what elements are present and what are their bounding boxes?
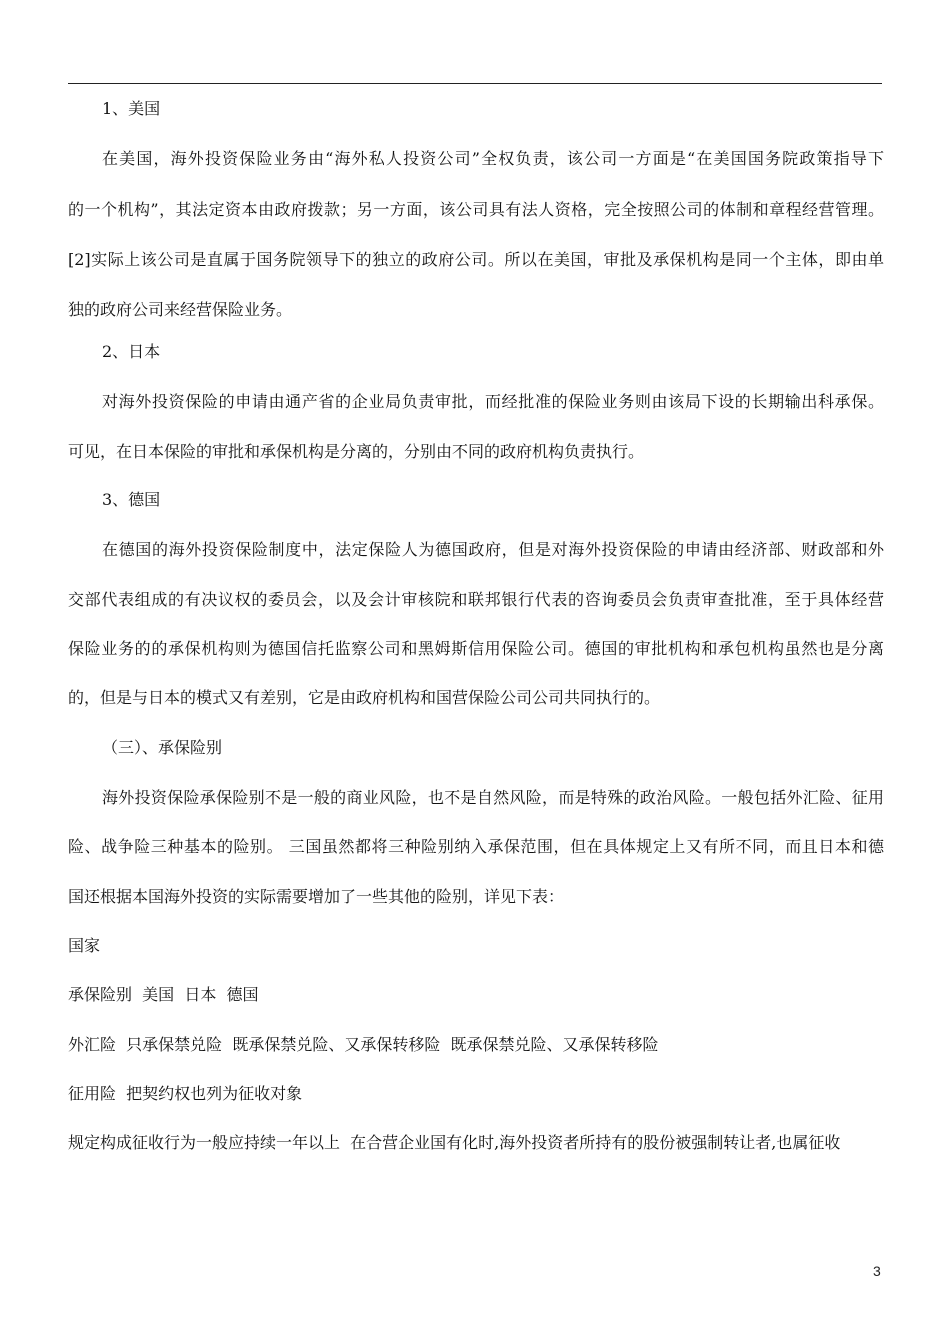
paragraph-usa-line-4: 独的政府公司来经营保险业务。 — [68, 300, 293, 319]
table-line-expropriation-rule: 规定构成征收行为一般应持续一年以上 在合营企业国有化时,海外投资者所持有的股份被强制转让者,也属征收 — [68, 1133, 841, 1152]
heading-germany: 3、德国 — [102, 490, 161, 509]
paragraph-germany-line-3: 保险业务的的承保机构则为德国信托监察公司和黑姆斯信用保险公司。德国的审批机构和承包机构虽然也是分离 — [68, 639, 884, 658]
paragraph-usa-line-1: 在美国，海外投资保险业务由“海外私人投资公司”全权负责，该公司一方面是“在美国国务院政策指导下 — [102, 149, 884, 168]
table-line-exchange-risk: 外汇险 只承保禁兑险 既承保禁兑险、又承保转移险 既承保禁兑险、又承保转移险 — [68, 1035, 659, 1054]
paragraph-usa-line-3: [2]实际上该公司是直属于国务院领导下的独立的政府公司。所以在美国，审批及承保机构是同一个主体，即由单 — [68, 250, 884, 269]
paragraph-coverage-line-1: 海外投资保险承保险别不是一般的商业风险，也不是自然风险，而是特殊的政治风险。一般包括外汇险、征用 — [102, 788, 884, 807]
paragraph-germany-line-1: 在德国的海外投资保险制度中，法定保险人为德国政府，但是对海外投资保险的申请由经济部、财政部和外 — [102, 540, 884, 559]
paragraph-japan-line-1: 对海外投资保险的申请由通产省的企业局负责审批，而经批准的保险业务则由该局下设的长期输出科承保。 — [102, 392, 884, 411]
paragraph-japan-line-2: 可见，在日本保险的审批和承保机构是分离的，分别由不同的政府机构负责执行。 — [68, 442, 645, 461]
paragraph-coverage-line-3: 国还根据本国海外投资的实际需要增加了一些其他的险别，详见下表： — [68, 887, 565, 906]
heading-japan: 2、日本 — [102, 342, 161, 361]
table-line-expropriation-risk: 征用险 把契约权也列为征收对象 — [68, 1084, 303, 1103]
heading-coverage: （三）、承保险别 — [102, 738, 223, 757]
paragraph-usa-line-2: 的一个机构”，其法定资本由政府拨款；另一方面，该公司具有法人资格，完全按照公司的体制和章程经营管理。 — [68, 200, 884, 219]
paragraph-germany-line-4: 的，但是与日本的模式又有差别，它是由政府机构和国营保险公司公司共同执行的。 — [68, 688, 661, 707]
page-number: 3 — [873, 1263, 881, 1279]
paragraph-coverage-line-2: 险、战争险三种基本的险别。 三国虽然都将三种险别纳入承保范围，但在具体规定上又有所不同，而且日本和德 — [68, 837, 884, 856]
heading-usa: 1、美国 — [102, 99, 161, 118]
table-line-header: 承保险别 美国 日本 德国 — [68, 985, 259, 1004]
paragraph-germany-line-2: 交部代表组成的有决议权的委员会，以及会计审核院和联邦银行代表的咨询委员会负责审查批准，至于具体经营 — [68, 590, 884, 609]
table-line-country: 国家 — [68, 936, 101, 955]
header-rule — [68, 83, 882, 84]
